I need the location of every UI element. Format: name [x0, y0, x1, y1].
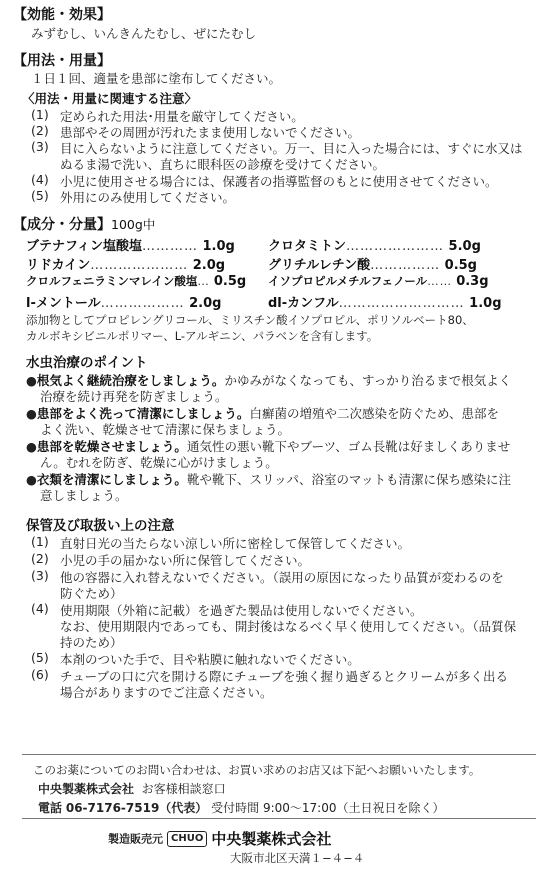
usage-note-num: (4): [31, 172, 49, 187]
point-text: ん。むれを防ぎ、乾燥に心がけましょう。: [40, 455, 278, 470]
ingredient-dots: ………………………: [338, 296, 465, 311]
point-item: ●患部をよく洗って清潔にしましょう。白癬菌の増殖や二次感染を防ぐため、患部を: [26, 406, 499, 421]
usage-heading: 【用法・用量】: [13, 53, 111, 69]
ingredient-dots: ……: [427, 274, 453, 288]
ingredient-name: l-メントール: [26, 296, 101, 311]
ingredient-amount: 1.0g: [202, 239, 235, 254]
usage-note-text: 小児に使用させる場合には、保護者の指導監督のもとに使用させてください。: [60, 174, 498, 189]
additives-text: カルボキシビニルポリマー、L-アルギニン、パラベンを含有します。: [26, 329, 379, 343]
usage-note-text: 目に入らないように注意してください。万一、目に入った場合には、すぐに水又は: [60, 141, 523, 156]
ingredient-amount: 0.3g: [456, 274, 489, 289]
ingredient-dots: …………………: [346, 239, 445, 254]
usage-note-text: 患部やその周囲が汚れたまま使用しないでください。: [60, 125, 361, 140]
storage-text: 小児の手の届かない所に保管してください。: [60, 553, 311, 568]
storage-text: 使用期限（外箱に記載）を過ぎた製品は使用しないでください。: [60, 603, 423, 618]
point-item: ●患部を乾燥させましょう。通気性の悪い靴下やブーツ、ゴム長靴は好ましくありませ: [26, 439, 511, 454]
contact-phone-row: [38, 799, 445, 816]
maker-row: [108, 828, 331, 849]
ingredients-heading: [13, 214, 155, 234]
ingredient-amount: 1.0g: [469, 296, 502, 311]
ingredient-dots: ……………: [370, 258, 441, 273]
usage-note-text: 外用にのみ使用してください。: [60, 190, 236, 205]
point-text: 靴や靴下、スリッパ、浴室のマットも清潔に保ち感染に注: [186, 472, 511, 487]
divider: [22, 818, 536, 819]
ingredient-name: リドカイン: [26, 258, 91, 273]
ingredients-heading-label: 【成分・分量】: [13, 217, 111, 233]
usage-note-text: 定められた用法･用量を厳守してください。: [60, 109, 304, 124]
storage-heading: 保管及び取扱い上の注意: [26, 518, 175, 534]
point-text: 白癬菌の増殖や二次感染を防ぐため、患部を: [249, 406, 499, 421]
ingredient-name: クロタミトン: [268, 239, 347, 254]
ingredient-row: [26, 254, 225, 273]
storage-num: (5): [31, 650, 49, 665]
contact-company-row: [38, 780, 226, 797]
storage-text: 本剤のついた手で、目や粘膜に触れないでください。: [60, 652, 360, 667]
ingredient-amount: 2.0g: [189, 296, 222, 311]
ingredient-name: ブテナフィン塩酸塩: [26, 239, 142, 254]
additives-text: 添加物としてプロピレングリコール、ミリスチン酸イソプロピル、ポリソルベート80、: [26, 313, 474, 327]
storage-num: (1): [31, 534, 49, 549]
efficacy-text: みずむし、いんきんたむし、ぜにたむし: [31, 26, 257, 41]
ingredient-dots: …: [197, 274, 210, 288]
contact-company: 中央製薬株式会社: [38, 782, 135, 796]
point-text: かゆみがなくなっても、すっかり治るまで根気よく: [224, 373, 512, 388]
storage-text: 場合がありますのでご注意ください。: [60, 685, 273, 700]
storage-text: 持のため）: [60, 635, 123, 650]
maker-name: 中央製薬株式会社: [211, 830, 332, 848]
point-bold: 根気よく継続治療をしましょう。: [36, 373, 225, 388]
storage-text: チューブの口に穴を開ける際にチューブを強く握り過ぎるとクリームが多く出る: [60, 669, 509, 684]
storage-num: (2): [31, 551, 49, 566]
contact-intro: このお薬についてのお問い合わせは、お買い求めのお店又は下記へお願いいたします。: [33, 763, 481, 777]
ingredient-name: dl-カンフル: [268, 296, 339, 311]
ingredient-name: クロルフェニラミンマレイン酸塩: [26, 274, 198, 288]
ingredients-per: 100g中: [111, 217, 156, 232]
maker-address: 大阪市北区天満１−４−４: [230, 851, 365, 865]
ingredient-row: [26, 273, 246, 289]
point-bold: 衣類を清潔にしましょう。: [36, 472, 187, 487]
ingredient-amount: 0.5g: [444, 258, 477, 273]
contact-hours: 受付時間 9:00〜17:00（土日祝日を除く）: [211, 801, 445, 815]
ingredient-dots: …………………: [90, 258, 189, 273]
point-bold: 患部をよく洗って清潔にしましょう。: [36, 406, 250, 421]
storage-text: 直射日光の当たらない涼しい所に密栓して保管してください。: [60, 536, 411, 551]
usage-note-num: (2): [31, 123, 49, 138]
usage-note-num: (1): [31, 107, 49, 122]
point-text: 治療を続け再発を防ぎましょう。: [40, 389, 228, 404]
ingredient-row: [268, 292, 502, 311]
ingredient-row: [268, 273, 489, 289]
storage-num: (3): [31, 568, 49, 583]
point-text: 通気性の悪い靴下やブーツ、ゴム長靴は好ましくありませ: [186, 439, 511, 454]
point-text: 意しましょう。: [40, 488, 128, 503]
contact-phone-label: 電話: [38, 801, 63, 815]
ingredient-amount: 0.5g: [213, 274, 247, 289]
ingredient-amount: 5.0g: [448, 239, 481, 254]
usage-note-num: (3): [31, 139, 49, 154]
ingredient-row: [268, 235, 481, 254]
chuo-logo: CHUO: [167, 831, 207, 847]
ingredient-row: [26, 292, 221, 311]
storage-num: (6): [31, 667, 49, 682]
storage-text: 防ぐため）: [60, 586, 123, 601]
ingredient-amount: 2.0g: [192, 258, 226, 273]
usage-notes-heading: 〈用法・用量に関連する注意〉: [22, 91, 198, 106]
ingredient-row: [268, 254, 477, 273]
storage-text: なお、使用期限内であっても、開封後はなるべく早く使用してください。（品質保: [60, 619, 517, 634]
point-text: よく洗い、乾燥させて清潔に保ちましょう。: [40, 422, 291, 437]
point-bold: 患部を乾燥させましょう。: [36, 439, 187, 454]
ingredient-name: イソプロピルメチルフェノール: [268, 274, 428, 288]
usage-text: １日１回、適量を患部に塗布してください。: [31, 71, 282, 86]
ingredient-row: [26, 235, 235, 254]
efficacy-heading: 【効能・効果】: [13, 7, 111, 23]
contact-desk: お客様相談窓口: [141, 782, 226, 796]
points-heading: 水虫治療のポイント: [26, 355, 148, 371]
contact-phone: 06-7176-7519（代表）: [65, 801, 208, 815]
point-item: ●根気よく継続治療をしましょう。かゆみがなくなっても、すっかり治るまで根気よく: [26, 373, 512, 388]
point-item: ●衣類を清潔にしましょう。靴や靴下、スリッパ、浴室のマットも清潔に保ち感染に注: [26, 472, 511, 487]
usage-note-text: ぬるま湯で洗い、直ちに眼科医の診療を受けてください。: [60, 157, 386, 172]
maker-label: 製造販売元: [108, 832, 163, 846]
ingredient-dots: ………………: [100, 296, 185, 311]
ingredient-dots: …………: [141, 239, 198, 254]
usage-note-num: (5): [31, 188, 49, 203]
storage-text: 他の容器に入れ替えないでください。（誤用の原因になったり品質が変わるのを: [60, 570, 504, 585]
storage-num: (4): [31, 601, 49, 616]
ingredient-name: グリチルレチン酸: [268, 258, 371, 273]
divider: [22, 754, 536, 755]
